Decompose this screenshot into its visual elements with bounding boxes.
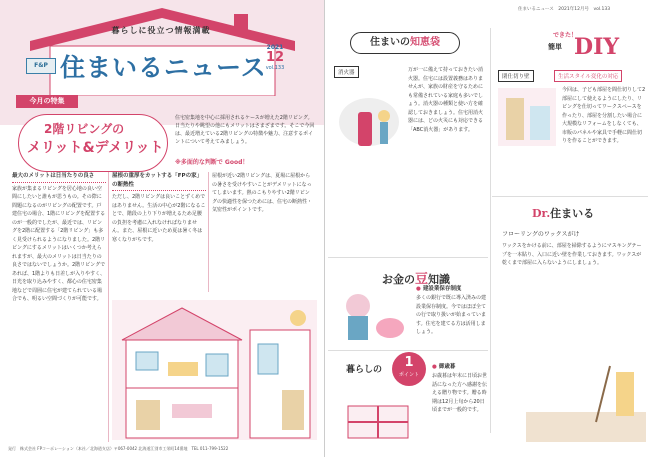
dr-sumairu-body: ワックスをかける前に、部屋を掃除するようにマスキングテープを一本貼り、入口に近い壁を作業しておきます。ワックスが乾くまで部屋に入らないようにしましょう。 xyxy=(502,243,642,266)
issue-volume: vol.133 xyxy=(265,65,285,71)
dr-sumairu-title xyxy=(532,205,594,221)
feature-column-3 xyxy=(212,172,312,292)
column-divider xyxy=(108,172,109,442)
right-header: 住まいるニュース 2021年12月号 vol.133 xyxy=(518,7,611,12)
column-3-body: 屋根が近い2階リビングは、夏場に屋根からの暑さを受けやすいことがデメリットになってしまいます。熱のこもりやすい2階リビングの快適性を保つためには、住宅の断熱性・気密性がポイントです。 xyxy=(212,173,312,213)
fire-extinguisher-illustration xyxy=(334,82,404,162)
feature-intro: 住宅密集地を中心に採用されるケースが増えた2階リビング。日当たりや眺望の他にもメリットはさまざまです。そこで今回は、最近増えている2階リビングの特徴や魅力、注意するポイントについて考えてみましょう。 xyxy=(175,115,315,145)
feature-subtitle: ※多面的な判断で Good！ xyxy=(175,159,249,166)
section-divider xyxy=(328,350,488,351)
right-page xyxy=(326,0,650,457)
chiebukuro-title-b: 知恵袋 xyxy=(410,37,440,48)
diy-kanji-label: 簡単 xyxy=(548,43,562,51)
feature-column-1 xyxy=(12,172,106,440)
dr-title-a: Dr. xyxy=(532,207,551,220)
okane-heading: ● 建設業保存制度 xyxy=(416,284,461,292)
kurashi-point-number: 1 xyxy=(404,355,414,370)
feature-title-line1: 2階リビングの xyxy=(44,122,125,136)
issue-year: 2021 xyxy=(266,44,284,51)
okane-title-a: お金の xyxy=(382,273,415,286)
chiebukuro-title xyxy=(350,32,460,54)
diy-label-1: 閉仕切り壁 xyxy=(498,70,534,82)
kurashi-point-badge xyxy=(392,352,426,386)
kurashi-heading: ● 御歳暮 xyxy=(432,362,455,370)
partition-wall-illustration xyxy=(496,86,558,148)
dr-sumairu-subtitle: フローリングのワックスがけ xyxy=(502,231,580,238)
footer-publisher: 発行 株式会社 FPコーポレーション（本社／北海道支店）〒067-0042 北海道江別市工栄町14番地 TEL 011-799-1522 xyxy=(8,446,229,451)
feature-column-2 xyxy=(112,172,206,292)
chiebukuro-body: 万が一に備えて持っておきたい消火器。住宅には設置義務はありませんが、家族の財産を守るためにも常備されている家庭も多いでしょう。消火器の種類と使い方を確認しておきましょう。住宅用消火器には、どの火災にも対応できる「ABC消火器」があります。 xyxy=(408,67,484,133)
kurashi-point-label: ポイント xyxy=(398,372,419,378)
issue-info xyxy=(262,44,288,71)
kurashi-body: お歳暮は年末に日頃お世話になった方へ感謝を伝える贈り物です。贈る時期は12月上旬から20日頃までが一般的です。 xyxy=(432,373,488,413)
okane-body: 多くの銀行で既に導入済みの建設業保存制度。今ではほぼ全ての行で取り扱いが始まっています。住宅を建てる方は活用しましょう。 xyxy=(416,295,487,335)
issue-month: 12 xyxy=(265,50,285,65)
chiebukuro-title-a: 住まいの xyxy=(370,37,410,48)
column-1-heading: 最大のメリットは日当たりの良さ xyxy=(12,172,106,183)
section-divider xyxy=(492,196,648,197)
column-divider xyxy=(208,172,209,292)
dr-title-b: 住まいる xyxy=(550,207,595,220)
newsletter-title: 住まいるニュース xyxy=(60,53,267,82)
diy-label-2: 生活スタイル変化の対応 xyxy=(554,70,622,82)
section-divider xyxy=(328,257,488,258)
diy-small-label: できた！ xyxy=(553,32,578,39)
diy-title: DIY xyxy=(574,34,620,60)
okane-title-b: 豆 xyxy=(415,272,429,287)
column-2-heading: 屋根の重厚をカットする「FPの家」の断熱性 xyxy=(112,172,206,191)
savings-illustration xyxy=(334,286,408,344)
company-logo: F&P xyxy=(26,58,56,74)
floor-waxing-illustration xyxy=(526,362,646,442)
diy-body: 今回は、子ども部屋を間仕切りして2部屋にして使えるようにしたり、リビングを仕切ってワークスペースを作ったり、部屋を分割したい場合に大規模なリフォームをしなくても、市販のパネルや家具で手軽に間仕切りを作ることができます。 xyxy=(562,87,646,144)
gift-box-illustration xyxy=(338,392,424,442)
column-1-body: 家族が集まるリビングを居心地の良い空間にしたいと誰もが思うもの。その際に問題になるのがリビングの配置です。戸建住宅の場合、1階にリビングを配置するのが一般的でしたが、最近では、リビングを2階に配置する「2階リビング」も多く見受けられるようになりました。2階リビングにするメリットはいくつか考えられますが、最大のメリットは日当たりの良さではないでしょうか。2階リビングであれば、1階よりも日差しが入りやすく、日光を取り込みやすく、都心の住宅密集地などで周囲に住宅が建てられている場合でも、明るい空間づくりが可能です。 xyxy=(12,185,106,302)
chiebukuro-label: 消火器 xyxy=(334,66,359,78)
section-divider xyxy=(490,28,491,433)
masthead-tagline: 暮らしに役立つ情報満載 xyxy=(111,26,211,35)
column-2-body: ただし、2階リビングは良いことずくめではありません。生活の中心が2階になることで、階段の上り下りが増えるため足腰の負担を考慮に入れなければなりません。また、屋根に近いため夏は暑く冬は寒くなりがちです。 xyxy=(112,194,206,243)
okane-title-c: 知識 xyxy=(428,273,451,286)
house-cutaway-illustration xyxy=(112,300,317,440)
kurashi-title: 暮らしの xyxy=(346,365,383,375)
feature-label: 今月の特集 xyxy=(16,95,78,108)
feature-title-line2: メリット&デメリット xyxy=(27,140,164,156)
